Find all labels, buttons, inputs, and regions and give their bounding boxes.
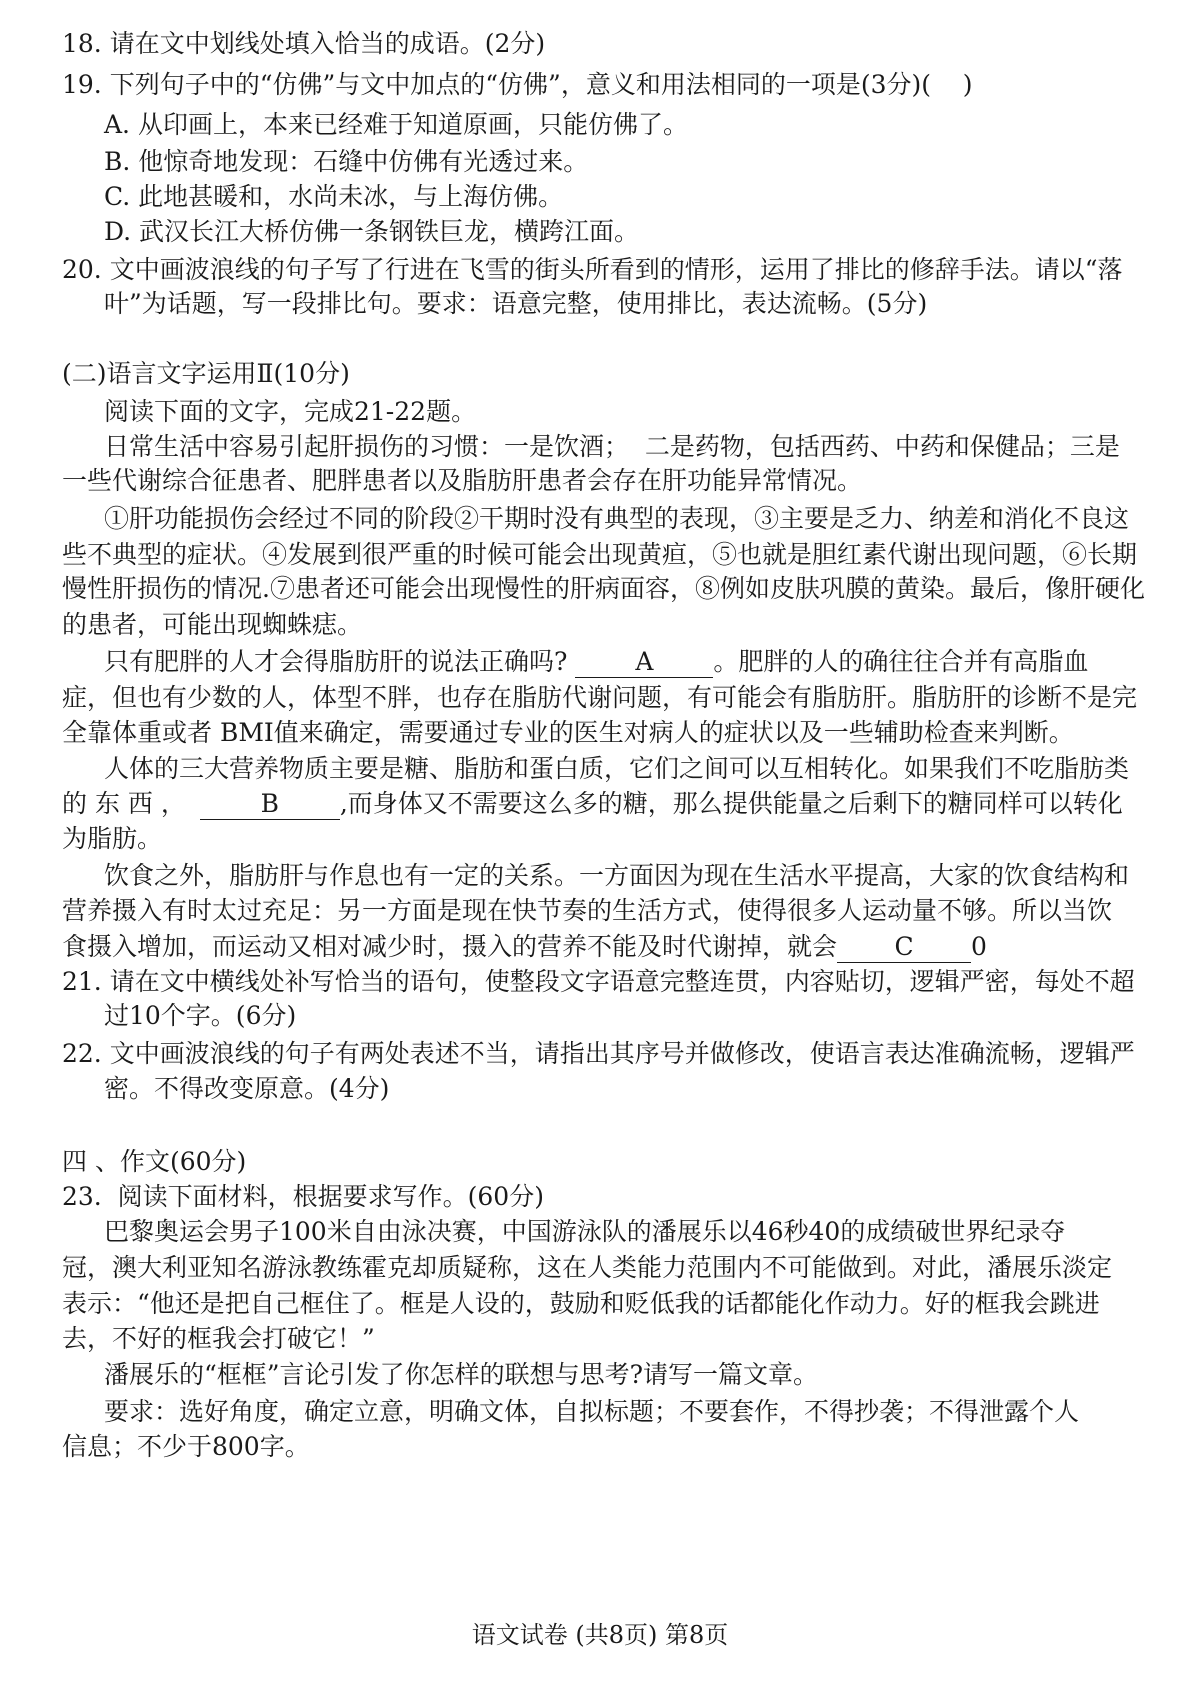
paragraph-5-line: 饮食之外，脂肪肝与作息也有一定的关系。一方面因为现在生活水平提高，大家的饮食结构和 [104,861,1130,890]
material-line: 表示：“他还是把自己框住了。框是人设的，鼓励和贬低我的话都能化作动力。好的框我会跳进 [62,1289,1100,1318]
section-2-intro: 阅读下面的文字，完成21-22题。 [104,397,477,426]
paragraph-1-line: 日常生活中容易引起肝损伤的习惯：一是饮酒； 二是药物，包括西药、中药和保健品；三是 [104,432,1120,461]
paragraph-3-text: 。肥胖的人的确往往合并有高脂血 [713,647,1089,676]
paragraph-4-line-2 [62,785,1123,823]
question-20-line-1: 20. 文中画波浪线的句子写了行进在飞雪的街头所看到的情形，运用了排比的修辞手法。请以“落 [62,255,1123,284]
material-line: 冠，澳大利亚知名游泳教练霍克却质疑称，这在人类能力范围内不可能做到。对此，潘展乐淡定 [62,1253,1113,1282]
essay-prompt: 潘展乐的“框框”言论引发了你怎样的联想与思考?请写一篇文章。 [104,1360,818,1389]
paragraph-2-line: 慢性肝损伤的情况.⑦患者还可能会出现慢性的肝病面容，⑧例如皮肤巩膜的黄染。最后，像肝硬化 [62,574,1145,603]
requirements-line: 信息；不少于800字。 [62,1432,310,1461]
paragraph-5-line-3 [62,928,987,966]
section-4-heading: 四 、作文(60分) [62,1147,247,1176]
question-22-line-2: 密。不得改变原意。(4分) [104,1074,390,1103]
paragraph-4-text: ,而身体又不需要这么多的糖，那么提供能量之后剩下的糖同样可以转化 [339,789,1123,818]
paragraph-2-line: ①肝功能损伤会经过不同的阶段②干期时没有典型的表现，③主要是乏力、纳差和消化不良这 [104,504,1130,533]
section-2-heading: (二)语言文字运用Ⅱ(10分) [62,359,350,388]
blank-b: B [200,789,340,820]
requirements-line: 要求：选好角度，确定立意，明确文体，自拟标题；不要套作，不得抄袭；不得泄露个人 [104,1397,1080,1426]
material-line: 巴黎奥运会男子100米自由泳决赛，中国游泳队的潘展乐以46秒40的成绩破世界纪录夺 [104,1217,1066,1246]
paragraph-3-line: 症，但也有少数的人，体型不胖，也存在脂肪代谢问题，有可能会有脂肪肝。脂肪肝的诊断不是完 [62,683,1138,712]
question-21-line-2: 过10个字。(6分) [104,1001,297,1030]
blank-c: C [837,932,971,963]
paragraph-5-text: 食摄入增加，而运动又相对减少时，摄入的营养不能及时代谢掉，就会 [62,932,838,961]
question-22-line-1: 22. 文中画波浪线的句子有两处表述不当，请指出其序号并做修改，使语言表达准确流畅，逻辑严 [62,1039,1135,1068]
paragraph-2-line: 的患者，可能出现蜘蛛痣。 [62,610,363,639]
material-line: 去，不好的框我会打破它！” [62,1324,375,1353]
paragraph-3-line-1 [104,643,1088,681]
paragraph-4-line: 人体的三大营养物质主要是糖、脂肪和蛋白质，它们之间可以互相转化。如果我们不吃脂肪类 [104,754,1130,783]
blank-a: A [575,647,713,678]
paragraph-1-line: 一些代谢综合征患者、肥胖患者以及脂肪肝患者会存在肝功能异常情况。 [62,466,863,495]
paragraph-5-text: 0 [971,932,987,961]
paragraph-4-text: 的 东 西 ， [62,789,186,818]
question-19-stem: 19. 下列句子中的“仿佛”与文中加点的“仿佛”，意义和用法相同的一项是(3分)( ) [62,70,973,99]
option-b: B. 他惊奇地发现：石缝中仿佛有光透过来。 [104,147,589,176]
option-a: A. 从印画上，本来已经难于知道原画，只能仿佛了。 [104,110,688,139]
question-18: 18. 请在文中划线处填入恰当的成语。(2分) [62,29,546,58]
paragraph-3-line: 全靠体重或者 BMI值来确定，需要通过专业的医生对病人的症状以及一些辅助检查来判断。 [62,718,1074,747]
page-footer: 语文试卷 (共8页) 第8页 [471,1621,729,1649]
paragraph-3-text: 只有肥胖的人才会得脂肪肝的说法正确吗? [104,647,568,676]
question-23: 23. 阅读下面材料，根据要求写作。(60分) [62,1182,544,1211]
option-d: D. 武汉长江大桥仿佛一条钢铁巨龙，横跨江面。 [104,217,640,246]
paragraph-4-line: 为脂肪。 [62,824,163,853]
question-21-line-1: 21. 请在文中横线处补写恰当的语句，使整段文字语意完整连贯，内容贴切，逻辑严密，每处不超 [62,967,1135,996]
option-c: C. 此地甚暖和，水尚未冰，与上海仿佛。 [104,182,564,211]
paragraph-2-line: 些不典型的症状。④发展到很严重的时候可能会出现黄疸，⑤也就是胆红素代谢出现问题，⑥长期 [62,540,1138,569]
paragraph-5-line: 营养摄入有时太过充足：另一方面是现在快节奏的生活方式，使得很多人运动量不够。所以当饮 [62,896,1113,925]
question-20-line-2: 叶”为话题，写一段排比句。要求：语意完整，使用排比，表达流畅。(5分) [104,289,928,318]
